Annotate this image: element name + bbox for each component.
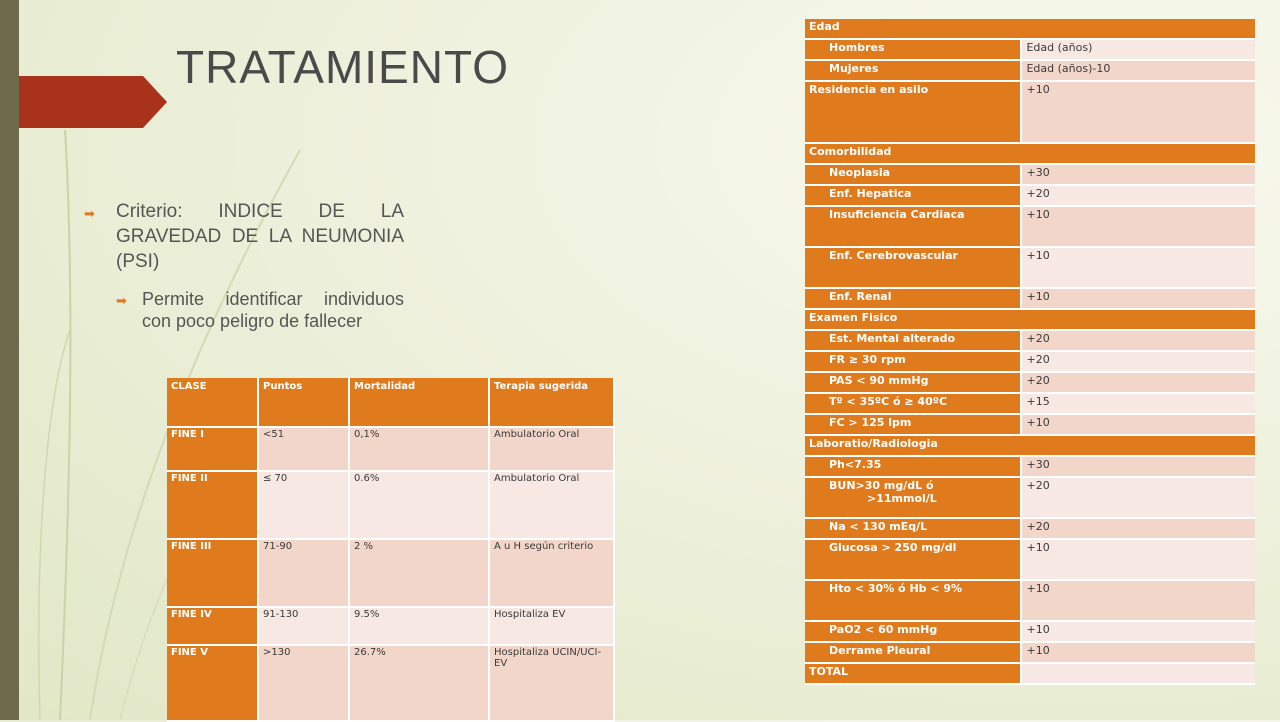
- table-row: [805, 247, 1255, 288]
- header-clase: CLASE: [167, 378, 258, 427]
- table-row: [805, 60, 1255, 81]
- row-value: +20: [1021, 477, 1255, 518]
- table-row: [805, 580, 1255, 621]
- table-row: [805, 351, 1255, 372]
- table-row: [805, 39, 1255, 60]
- table-row: [805, 288, 1255, 309]
- table-row: [805, 372, 1255, 393]
- table-row: [167, 645, 614, 721]
- title-accent-tip: [143, 76, 167, 128]
- bullet-list: [84, 199, 404, 332]
- cell-terapia: Hospitaliza EV: [489, 607, 614, 645]
- cell-mortalidad: 0.6%: [349, 471, 489, 539]
- row-label: FC > 125 lpm: [805, 414, 1021, 435]
- bullet-sub-text: Permite identificar individuos con poco peligro de fallecer: [142, 289, 404, 331]
- cell-clase: FINE V: [167, 645, 258, 721]
- cell-puntos: 71-90: [258, 539, 349, 607]
- section-comorbilidad: [805, 143, 1255, 164]
- row-value: +20: [1021, 518, 1255, 539]
- table-row: [805, 330, 1255, 351]
- table-header-row: [167, 378, 614, 427]
- row-value: +20: [1021, 372, 1255, 393]
- row-label: Tº < 35ºC ó ≥ 40ºC: [805, 393, 1021, 414]
- cell-clase: FINE I: [167, 427, 258, 471]
- row-label: Neoplasia: [805, 164, 1021, 185]
- fine-class-table: [167, 378, 615, 722]
- table-row: [805, 185, 1255, 206]
- header-mortalidad: Mortalidad: [349, 378, 489, 427]
- row-label: Na < 130 mEq/L: [805, 518, 1021, 539]
- section-label: Comorbilidad: [805, 143, 1255, 164]
- total-label: TOTAL: [805, 663, 1021, 684]
- row-label: PAS < 90 mmHg: [805, 372, 1021, 393]
- row-label: Enf. Hepatica: [805, 185, 1021, 206]
- table-row: [805, 164, 1255, 185]
- table-row: [805, 81, 1255, 143]
- row-value: +10: [1021, 247, 1255, 288]
- psi-score-table: [805, 19, 1255, 685]
- table-row: [167, 427, 614, 471]
- cell-terapia: A u H según criterio: [489, 539, 614, 607]
- header-terapia: Terapia sugerida: [489, 378, 614, 427]
- row-value: +20: [1021, 351, 1255, 372]
- table-row: [805, 456, 1255, 477]
- table-row: [805, 477, 1255, 518]
- table-row: [805, 539, 1255, 580]
- table-row: [167, 539, 614, 607]
- row-label: Enf. Cerebrovascular: [805, 247, 1021, 288]
- section-laboratorio: [805, 435, 1255, 456]
- total-value: [1021, 663, 1255, 684]
- cell-puntos: <51: [258, 427, 349, 471]
- section-examen: [805, 309, 1255, 330]
- table-row: [805, 621, 1255, 642]
- cell-puntos: ≤ 70: [258, 471, 349, 539]
- table-row: [805, 518, 1255, 539]
- cell-terapia: Hospitaliza UCIN/UCI-EV: [489, 645, 614, 721]
- bun-line-2: >11mmol/L: [867, 492, 937, 505]
- cell-mortalidad: 26.7%: [349, 645, 489, 721]
- section-edad: [805, 19, 1255, 39]
- row-label: Insuficiencia Cardiaca: [805, 206, 1021, 247]
- bullet-sub: [84, 288, 404, 332]
- arrow-bullet-icon: ➡: [116, 293, 127, 308]
- row-value: +10: [1021, 206, 1255, 247]
- cell-mortalidad: 0,1%: [349, 427, 489, 471]
- cell-mortalidad: 2 %: [349, 539, 489, 607]
- bullet-main: [84, 199, 404, 274]
- row-value: +10: [1021, 642, 1255, 663]
- table-row: [805, 206, 1255, 247]
- row-label: Derrame Pleural: [805, 642, 1021, 663]
- table-row: [805, 642, 1255, 663]
- row-label: Hombres: [805, 39, 1021, 60]
- cell-clase: FINE III: [167, 539, 258, 607]
- cell-puntos: >130: [258, 645, 349, 721]
- row-value: +30: [1021, 164, 1255, 185]
- row-value: +10: [1021, 288, 1255, 309]
- row-value: +10: [1021, 580, 1255, 621]
- cell-puntos: 91-130: [258, 607, 349, 645]
- row-label: Est. Mental alterado: [805, 330, 1021, 351]
- cell-terapia: Ambulatorio Oral: [489, 427, 614, 471]
- bullet-main-text: Criterio: INDICE DE LA GRAVEDAD DE LA NEUMONIA (PSI): [116, 201, 404, 272]
- row-value: +20: [1021, 185, 1255, 206]
- row-label: [805, 477, 1021, 518]
- row-label: Hto < 30% ó Hb < 9%: [805, 580, 1021, 621]
- arrow-bullet-icon: ➡: [84, 206, 95, 221]
- row-value: Edad (años)-10: [1021, 60, 1255, 81]
- row-value: +20: [1021, 330, 1255, 351]
- table-row: [167, 607, 614, 645]
- row-label: Ph<7.35: [805, 456, 1021, 477]
- row-value: +10: [1021, 414, 1255, 435]
- cell-terapia: Ambulatorio Oral: [489, 471, 614, 539]
- row-label: Glucosa > 250 mg/dl: [805, 539, 1021, 580]
- row-value: +10: [1021, 81, 1255, 143]
- cell-mortalidad: 9.5%: [349, 607, 489, 645]
- row-value: +10: [1021, 539, 1255, 580]
- table-row: [167, 471, 614, 539]
- page-title: TRATAMIENTO: [176, 41, 509, 93]
- cell-clase: FINE II: [167, 471, 258, 539]
- row-value: +30: [1021, 456, 1255, 477]
- row-value: +15: [1021, 393, 1255, 414]
- table-row: [805, 414, 1255, 435]
- row-label: Residencia en asilo: [805, 81, 1021, 143]
- title-accent-tab: [19, 76, 143, 128]
- table-row: [805, 393, 1255, 414]
- total-row: [805, 663, 1255, 684]
- row-label: Enf. Renal: [805, 288, 1021, 309]
- cell-clase: FINE IV: [167, 607, 258, 645]
- section-label: Examen Fisico: [805, 309, 1255, 330]
- header-puntos: Puntos: [258, 378, 349, 427]
- row-label: FR ≥ 30 rpm: [805, 351, 1021, 372]
- section-label: Laboratio/Radiologia: [805, 435, 1255, 456]
- row-value: +10: [1021, 621, 1255, 642]
- bun-line-1: BUN>30 mg/dL ó: [829, 479, 934, 492]
- row-label: PaO2 < 60 mmHg: [805, 621, 1021, 642]
- row-label: Mujeres: [805, 60, 1021, 81]
- section-label: Edad: [805, 19, 1255, 39]
- row-value: Edad (años): [1021, 39, 1255, 60]
